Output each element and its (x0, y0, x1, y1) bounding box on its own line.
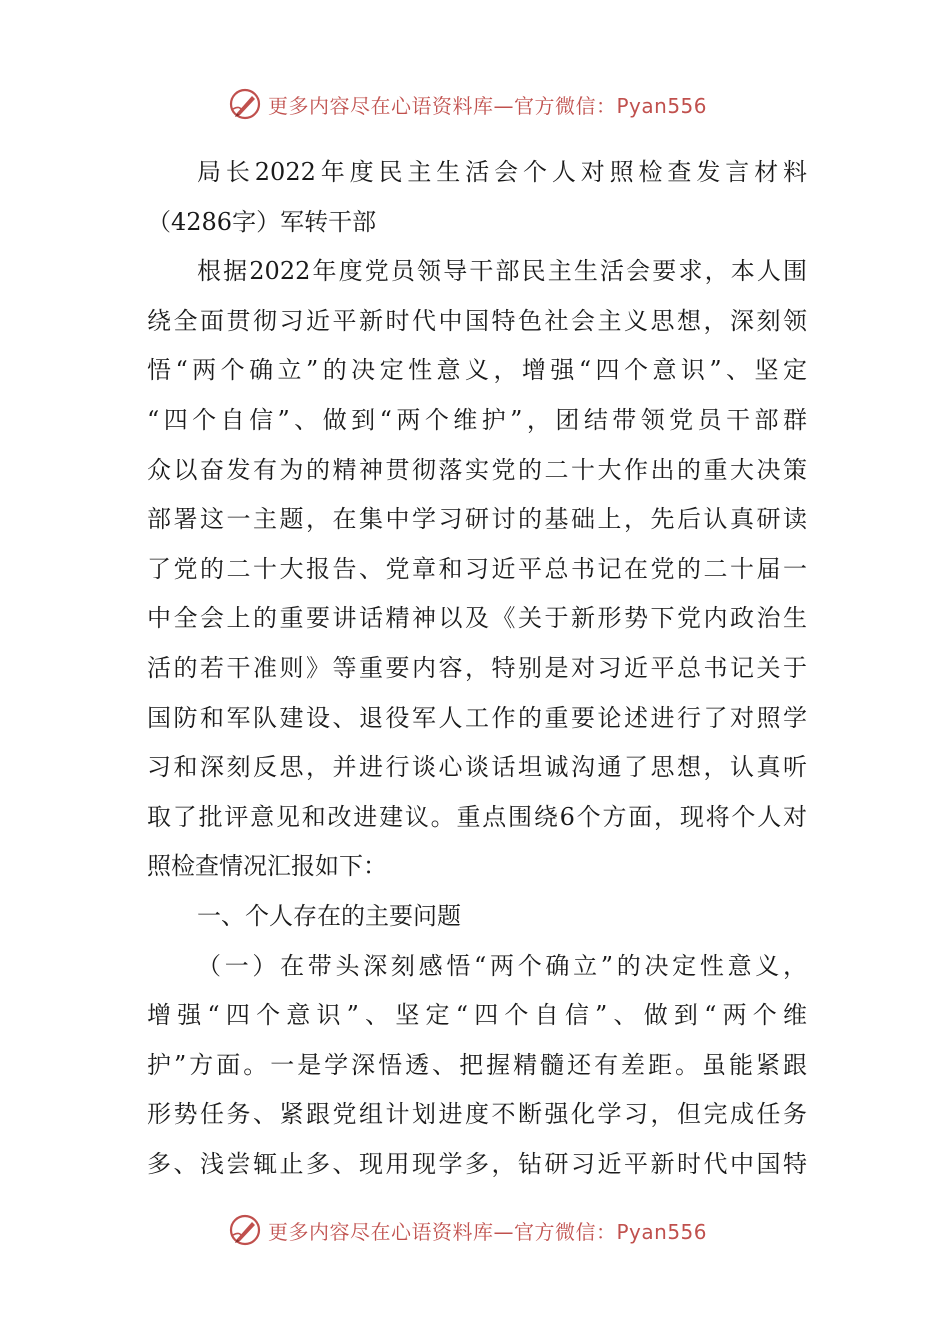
paragraph-line: 形势任务、紧跟党组计划进度不断强化学习，但完成任务 (147, 1100, 807, 1129)
pen-logo-icon (228, 87, 262, 121)
paragraph-line: 根据2022年度党员领导干部民主生活会要求，本人围 (197, 257, 807, 286)
subsection-line: （一）在带头深刻感悟“两个确立”的决定性意义， (197, 951, 807, 980)
paragraph-line: 部署这一主题，在集中学习研讨的基础上，先后认真研读 (147, 505, 807, 534)
paragraph-line: “四个自信”、做到“两个维护”，团结带领党员干部群 (147, 405, 807, 434)
paragraph-line: 取了批评意见和改进建议。重点围绕6个方面，现将个人对 (147, 802, 807, 831)
section-heading: 一、个人存在的主要问题 (197, 901, 461, 930)
watermark-text: 更多内容尽在心语资料库—官方微信：Pyan556 (268, 93, 708, 118)
paragraph-line: 护”方面。一是学深悟透、把握精髓还有差距。虽能紧跟 (147, 1050, 807, 1079)
paragraph-line: 中全会上的重要讲话精神以及《关于新形势下党内政治生 (147, 604, 807, 633)
paragraph-line: 多、浅尝辄止多、现用现学多，钻研习近平新时代中国特 (147, 1149, 807, 1178)
paragraph-line: 照检查情况汇报如下： (147, 852, 387, 881)
paragraph-line: 习和深刻反思，并进行谈心谈话坦诚沟通了思想，认真听 (147, 753, 807, 782)
header-watermark (228, 86, 707, 122)
pen-logo-icon (228, 1213, 262, 1247)
paragraph-line: 了党的二十大报告、党章和习近平总书记在党的二十届一 (147, 554, 807, 583)
paragraph-line: 活的若干准则》等重要内容，特别是对习近平总书记关于 (147, 653, 807, 682)
watermark-text: 更多内容尽在心语资料库—官方微信：Pyan556 (268, 1219, 708, 1244)
paragraph-line: 绕全面贯彻习近平新时代中国特色社会主义思想，深刻领 (147, 306, 807, 335)
footer-watermark (228, 1212, 707, 1248)
paragraph-line: 国防和军队建设、退役军人工作的重要论述进行了对照学 (147, 703, 807, 732)
document-body (147, 148, 807, 1189)
paragraph-line: 增强“四个意识”、坚定“四个自信”、做到“两个维 (147, 1001, 807, 1030)
paragraph-line: 众以奋发有为的精神贯彻落实党的二十大作出的重大决策 (147, 455, 807, 484)
paragraph-line: 悟“两个确立”的决定性意义，增强“四个意识”、坚定 (147, 356, 807, 385)
document-title-line-1: 局长2022年度民主生活会个人对照检查发言材料 (197, 158, 807, 186)
document-title-line-2: （4286字）军转干部 (147, 207, 377, 236)
